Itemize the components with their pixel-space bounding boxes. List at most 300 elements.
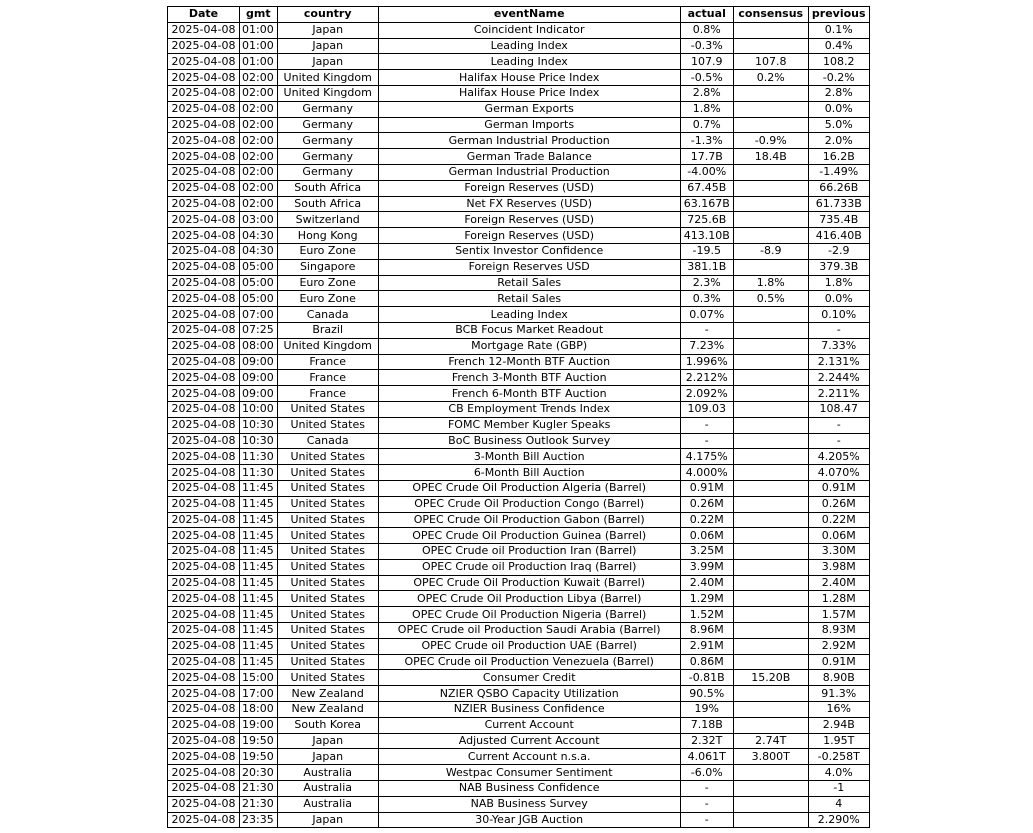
date-cell: 2025-04-08: [168, 164, 240, 180]
consensus-cell: [733, 465, 808, 481]
gmt-cell: 11:30: [240, 449, 278, 465]
table-row: [168, 670, 870, 686]
table-row: [168, 22, 870, 38]
event-name-cell: NAB Business Confidence: [378, 781, 680, 797]
date-cell: 2025-04-08: [168, 528, 240, 544]
table-row: [168, 54, 870, 70]
gmt-cell: 11:45: [240, 528, 278, 544]
date-cell: 2025-04-08: [168, 354, 240, 370]
actual-cell: 1.29M: [680, 591, 733, 607]
actual-cell: 0.3%: [680, 291, 733, 307]
previous-cell: 3.98M: [808, 559, 869, 575]
event-name-cell: Westpac Consumer Sentiment: [378, 765, 680, 781]
gmt-cell: 02:00: [240, 85, 278, 101]
date-cell: 2025-04-08: [168, 401, 240, 417]
event-name-cell: Retail Sales: [378, 275, 680, 291]
actual-cell: -0.3%: [680, 38, 733, 54]
consensus-cell: [733, 559, 808, 575]
event-name-cell: OPEC Crude Oil Production Guinea (Barrel): [378, 528, 680, 544]
previous-cell: 5.0%: [808, 117, 869, 133]
date-cell: 2025-04-08: [168, 670, 240, 686]
country-cell: Euro Zone: [277, 243, 378, 259]
consensus-cell: 15.20B: [733, 670, 808, 686]
gmt-cell: 07:25: [240, 322, 278, 338]
column-header-actual: actual: [680, 7, 733, 23]
event-name-cell: Foreign Reserves (USD): [378, 180, 680, 196]
previous-cell: 4.205%: [808, 449, 869, 465]
event-name-cell: Halifax House Price Index: [378, 70, 680, 86]
date-cell: 2025-04-08: [168, 85, 240, 101]
previous-cell: 1.8%: [808, 275, 869, 291]
event-name-cell: French 12-Month BTF Auction: [378, 354, 680, 370]
previous-cell: -2.9: [808, 243, 869, 259]
consensus-cell: [733, 259, 808, 275]
actual-cell: 2.092%: [680, 386, 733, 402]
actual-cell: 67.45B: [680, 180, 733, 196]
actual-cell: -19.5: [680, 243, 733, 259]
actual-cell: 3.99M: [680, 559, 733, 575]
table-row: [168, 117, 870, 133]
table-row: [168, 354, 870, 370]
gmt-cell: 11:45: [240, 512, 278, 528]
country-cell: United States: [277, 417, 378, 433]
consensus-cell: [733, 686, 808, 702]
event-name-cell: Leading Index: [378, 54, 680, 70]
date-cell: 2025-04-08: [168, 591, 240, 607]
actual-cell: 2.3%: [680, 275, 733, 291]
previous-cell: 2.8%: [808, 85, 869, 101]
date-cell: 2025-04-08: [168, 149, 240, 165]
actual-cell: 381.1B: [680, 259, 733, 275]
gmt-cell: 10:00: [240, 401, 278, 417]
gmt-cell: 23:35: [240, 812, 278, 828]
table-row: [168, 749, 870, 765]
country-cell: Japan: [277, 733, 378, 749]
consensus-cell: 2.74T: [733, 733, 808, 749]
country-cell: Germany: [277, 101, 378, 117]
actual-cell: 7.18B: [680, 717, 733, 733]
country-cell: Japan: [277, 22, 378, 38]
country-cell: United States: [277, 559, 378, 575]
table-row: [168, 243, 870, 259]
previous-cell: 1.57M: [808, 607, 869, 623]
actual-cell: 4.175%: [680, 449, 733, 465]
gmt-cell: 11:45: [240, 496, 278, 512]
table-row: [168, 623, 870, 639]
gmt-cell: 04:30: [240, 243, 278, 259]
table-row: [168, 417, 870, 433]
event-name-cell: OPEC Crude Oil Production Algeria (Barrel): [378, 480, 680, 496]
country-cell: United States: [277, 496, 378, 512]
table-row: [168, 433, 870, 449]
table-row: [168, 449, 870, 465]
gmt-cell: 02:00: [240, 117, 278, 133]
table-row: [168, 275, 870, 291]
gmt-cell: 02:00: [240, 101, 278, 117]
consensus-cell: [733, 480, 808, 496]
consensus-cell: [733, 338, 808, 354]
gmt-cell: 01:00: [240, 38, 278, 54]
previous-cell: -1.49%: [808, 164, 869, 180]
consensus-cell: 0.5%: [733, 291, 808, 307]
event-name-cell: FOMC Member Kugler Speaks: [378, 417, 680, 433]
date-cell: 2025-04-08: [168, 291, 240, 307]
event-name-cell: Net FX Reserves (USD): [378, 196, 680, 212]
event-name-cell: BoC Business Outlook Survey: [378, 433, 680, 449]
previous-cell: 66.26B: [808, 180, 869, 196]
previous-cell: -: [808, 433, 869, 449]
actual-cell: 0.86M: [680, 654, 733, 670]
gmt-cell: 11:45: [240, 480, 278, 496]
event-name-cell: NAB Business Survey: [378, 796, 680, 812]
previous-cell: -0.2%: [808, 70, 869, 86]
country-cell: South Africa: [277, 180, 378, 196]
country-cell: Germany: [277, 133, 378, 149]
consensus-cell: 107.8: [733, 54, 808, 70]
table-row: [168, 638, 870, 654]
table-row: [168, 559, 870, 575]
event-name-cell: OPEC Crude Oil Production Libya (Barrel): [378, 591, 680, 607]
actual-cell: -: [680, 796, 733, 812]
event-name-cell: 6-Month Bill Auction: [378, 465, 680, 481]
consensus-cell: [733, 164, 808, 180]
event-name-cell: Coincident Indicator: [378, 22, 680, 38]
gmt-cell: 03:00: [240, 212, 278, 228]
event-name-cell: Mortgage Rate (GBP): [378, 338, 680, 354]
column-header-consensus: consensus: [733, 7, 808, 23]
column-header-event-name: eventName: [378, 7, 680, 23]
country-cell: United States: [277, 670, 378, 686]
table-header: [168, 7, 870, 23]
gmt-cell: 11:45: [240, 638, 278, 654]
actual-cell: -4.00%: [680, 164, 733, 180]
event-name-cell: OPEC Crude oil Production Saudi Arabia (Barrel): [378, 623, 680, 639]
previous-cell: 2.211%: [808, 386, 869, 402]
event-name-cell: OPEC Crude oil Production Venezuela (Barrel): [378, 654, 680, 670]
gmt-cell: 07:00: [240, 307, 278, 323]
gmt-cell: 02:00: [240, 70, 278, 86]
gmt-cell: 11:30: [240, 465, 278, 481]
country-cell: Euro Zone: [277, 291, 378, 307]
date-cell: 2025-04-08: [168, 307, 240, 323]
table-row: [168, 401, 870, 417]
table-row: [168, 733, 870, 749]
table-row: [168, 512, 870, 528]
event-name-cell: NZIER QSBO Capacity Utilization: [378, 686, 680, 702]
date-cell: 2025-04-08: [168, 765, 240, 781]
date-cell: 2025-04-08: [168, 433, 240, 449]
date-cell: 2025-04-08: [168, 512, 240, 528]
previous-cell: 4: [808, 796, 869, 812]
actual-cell: 2.91M: [680, 638, 733, 654]
previous-cell: 0.4%: [808, 38, 869, 54]
consensus-cell: [733, 575, 808, 591]
table-row: [168, 133, 870, 149]
previous-cell: 108.2: [808, 54, 869, 70]
previous-cell: 108.47: [808, 401, 869, 417]
actual-cell: 90.5%: [680, 686, 733, 702]
event-name-cell: German Imports: [378, 117, 680, 133]
previous-cell: 16.2B: [808, 149, 869, 165]
event-name-cell: Halifax House Price Index: [378, 85, 680, 101]
consensus-cell: [733, 307, 808, 323]
table-row: [168, 228, 870, 244]
date-cell: 2025-04-08: [168, 717, 240, 733]
actual-cell: 0.22M: [680, 512, 733, 528]
previous-cell: 0.06M: [808, 528, 869, 544]
consensus-cell: [733, 781, 808, 797]
date-cell: 2025-04-08: [168, 686, 240, 702]
actual-cell: -1.3%: [680, 133, 733, 149]
table-row: [168, 322, 870, 338]
previous-cell: 3.30M: [808, 544, 869, 560]
table-row: [168, 717, 870, 733]
table-row: [168, 480, 870, 496]
country-cell: United States: [277, 591, 378, 607]
country-cell: Germany: [277, 164, 378, 180]
country-cell: South Africa: [277, 196, 378, 212]
actual-cell: 0.06M: [680, 528, 733, 544]
table-row: [168, 149, 870, 165]
consensus-cell: [733, 812, 808, 828]
actual-cell: -: [680, 433, 733, 449]
consensus-cell: [733, 370, 808, 386]
country-cell: South Korea: [277, 717, 378, 733]
country-cell: Switzerland: [277, 212, 378, 228]
table-row: [168, 812, 870, 828]
previous-cell: 379.3B: [808, 259, 869, 275]
previous-cell: 0.91M: [808, 654, 869, 670]
country-cell: Australia: [277, 765, 378, 781]
actual-cell: 2.32T: [680, 733, 733, 749]
country-cell: United States: [277, 654, 378, 670]
economic-calendar-table: [167, 6, 870, 828]
consensus-cell: -8.9: [733, 243, 808, 259]
event-name-cell: German Trade Balance: [378, 149, 680, 165]
date-cell: 2025-04-08: [168, 812, 240, 828]
actual-cell: 3.25M: [680, 544, 733, 560]
date-cell: 2025-04-08: [168, 480, 240, 496]
date-cell: 2025-04-08: [168, 638, 240, 654]
consensus-cell: [733, 702, 808, 718]
date-cell: 2025-04-08: [168, 22, 240, 38]
gmt-cell: 21:30: [240, 781, 278, 797]
gmt-cell: 02:00: [240, 149, 278, 165]
table-row: [168, 338, 870, 354]
country-cell: Euro Zone: [277, 275, 378, 291]
date-cell: 2025-04-08: [168, 101, 240, 117]
country-cell: Japan: [277, 749, 378, 765]
event-name-cell: OPEC Crude Oil Production Kuwait (Barrel): [378, 575, 680, 591]
event-name-cell: Leading Index: [378, 307, 680, 323]
gmt-cell: 18:00: [240, 702, 278, 718]
previous-cell: 0.10%: [808, 307, 869, 323]
consensus-cell: [733, 212, 808, 228]
consensus-cell: [733, 117, 808, 133]
date-cell: 2025-04-08: [168, 133, 240, 149]
previous-cell: 2.40M: [808, 575, 869, 591]
table-row: [168, 70, 870, 86]
gmt-cell: 05:00: [240, 259, 278, 275]
consensus-cell: 0.2%: [733, 70, 808, 86]
actual-cell: 2.8%: [680, 85, 733, 101]
column-header-previous: previous: [808, 7, 869, 23]
country-cell: Canada: [277, 433, 378, 449]
column-header-date: Date: [168, 7, 240, 23]
country-cell: United States: [277, 480, 378, 496]
date-cell: 2025-04-08: [168, 70, 240, 86]
previous-cell: 2.131%: [808, 354, 869, 370]
country-cell: New Zealand: [277, 702, 378, 718]
header-row: [168, 7, 870, 23]
gmt-cell: 15:00: [240, 670, 278, 686]
table-row: [168, 386, 870, 402]
country-cell: United States: [277, 512, 378, 528]
table-row: [168, 85, 870, 101]
country-cell: Germany: [277, 117, 378, 133]
gmt-cell: 10:30: [240, 417, 278, 433]
previous-cell: 1.28M: [808, 591, 869, 607]
consensus-cell: [733, 228, 808, 244]
previous-cell: 16%: [808, 702, 869, 718]
country-cell: United Kingdom: [277, 70, 378, 86]
country-cell: New Zealand: [277, 686, 378, 702]
country-cell: Hong Kong: [277, 228, 378, 244]
event-name-cell: Adjusted Current Account: [378, 733, 680, 749]
consensus-cell: [733, 386, 808, 402]
actual-cell: 1.8%: [680, 101, 733, 117]
gmt-cell: 01:00: [240, 54, 278, 70]
event-name-cell: Foreign Reserves USD: [378, 259, 680, 275]
previous-cell: 4.0%: [808, 765, 869, 781]
gmt-cell: 21:30: [240, 796, 278, 812]
table-row: [168, 654, 870, 670]
event-name-cell: German Industrial Production: [378, 164, 680, 180]
event-name-cell: OPEC Crude Oil Production Congo (Barrel): [378, 496, 680, 512]
table-row: [168, 212, 870, 228]
actual-cell: 4.000%: [680, 465, 733, 481]
column-header-gmt: gmt: [240, 7, 278, 23]
gmt-cell: 11:45: [240, 575, 278, 591]
previous-cell: 8.93M: [808, 623, 869, 639]
previous-cell: 2.290%: [808, 812, 869, 828]
previous-cell: 4.070%: [808, 465, 869, 481]
event-name-cell: French 6-Month BTF Auction: [378, 386, 680, 402]
country-cell: Brazil: [277, 322, 378, 338]
date-cell: 2025-04-08: [168, 607, 240, 623]
date-cell: 2025-04-08: [168, 654, 240, 670]
consensus-cell: [733, 180, 808, 196]
consensus-cell: [733, 717, 808, 733]
previous-cell: 2.244%: [808, 370, 869, 386]
country-cell: Australia: [277, 796, 378, 812]
date-cell: 2025-04-08: [168, 275, 240, 291]
actual-cell: 2.40M: [680, 575, 733, 591]
date-cell: 2025-04-08: [168, 702, 240, 718]
previous-cell: 0.0%: [808, 291, 869, 307]
date-cell: 2025-04-08: [168, 417, 240, 433]
previous-cell: 735.4B: [808, 212, 869, 228]
table-row: [168, 702, 870, 718]
previous-cell: 2.0%: [808, 133, 869, 149]
actual-cell: -0.5%: [680, 70, 733, 86]
country-cell: United States: [277, 638, 378, 654]
previous-cell: 1.95T: [808, 733, 869, 749]
event-name-cell: Foreign Reserves (USD): [378, 212, 680, 228]
table-row: [168, 607, 870, 623]
date-cell: 2025-04-08: [168, 54, 240, 70]
gmt-cell: 02:00: [240, 133, 278, 149]
column-header-country: country: [277, 7, 378, 23]
date-cell: 2025-04-08: [168, 449, 240, 465]
actual-cell: -: [680, 417, 733, 433]
gmt-cell: 10:30: [240, 433, 278, 449]
previous-cell: 2.94B: [808, 717, 869, 733]
table-row: [168, 765, 870, 781]
country-cell: Australia: [277, 781, 378, 797]
country-cell: Japan: [277, 54, 378, 70]
event-name-cell: OPEC Crude oil Production UAE (Barrel): [378, 638, 680, 654]
event-name-cell: German Industrial Production: [378, 133, 680, 149]
consensus-cell: [733, 591, 808, 607]
consensus-cell: -0.9%: [733, 133, 808, 149]
event-name-cell: Foreign Reserves (USD): [378, 228, 680, 244]
consensus-cell: [733, 449, 808, 465]
date-cell: 2025-04-08: [168, 338, 240, 354]
previous-cell: 61.733B: [808, 196, 869, 212]
event-name-cell: German Exports: [378, 101, 680, 117]
date-cell: 2025-04-08: [168, 117, 240, 133]
actual-cell: 0.8%: [680, 22, 733, 38]
actual-cell: 17.7B: [680, 149, 733, 165]
table-row: [168, 180, 870, 196]
consensus-cell: [733, 765, 808, 781]
previous-cell: 0.91M: [808, 480, 869, 496]
date-cell: 2025-04-08: [168, 180, 240, 196]
gmt-cell: 11:45: [240, 623, 278, 639]
gmt-cell: 19:50: [240, 749, 278, 765]
consensus-cell: 1.8%: [733, 275, 808, 291]
previous-cell: 8.90B: [808, 670, 869, 686]
country-cell: United States: [277, 401, 378, 417]
consensus-cell: [733, 322, 808, 338]
gmt-cell: 02:00: [240, 180, 278, 196]
actual-cell: 1.52M: [680, 607, 733, 623]
country-cell: United States: [277, 575, 378, 591]
consensus-cell: [733, 22, 808, 38]
event-name-cell: CB Employment Trends Index: [378, 401, 680, 417]
country-cell: Germany: [277, 149, 378, 165]
consensus-cell: [733, 496, 808, 512]
consensus-cell: [733, 433, 808, 449]
date-cell: 2025-04-08: [168, 370, 240, 386]
date-cell: 2025-04-08: [168, 196, 240, 212]
table-row: [168, 196, 870, 212]
actual-cell: 63.167B: [680, 196, 733, 212]
date-cell: 2025-04-08: [168, 749, 240, 765]
event-name-cell: NZIER Business Confidence: [378, 702, 680, 718]
gmt-cell: 19:00: [240, 717, 278, 733]
event-name-cell: BCB Focus Market Readout: [378, 322, 680, 338]
consensus-cell: [733, 638, 808, 654]
country-cell: France: [277, 354, 378, 370]
country-cell: United States: [277, 544, 378, 560]
actual-cell: 0.26M: [680, 496, 733, 512]
actual-cell: -6.0%: [680, 765, 733, 781]
consensus-cell: [733, 354, 808, 370]
event-name-cell: 30-Year JGB Auction: [378, 812, 680, 828]
previous-cell: -1: [808, 781, 869, 797]
